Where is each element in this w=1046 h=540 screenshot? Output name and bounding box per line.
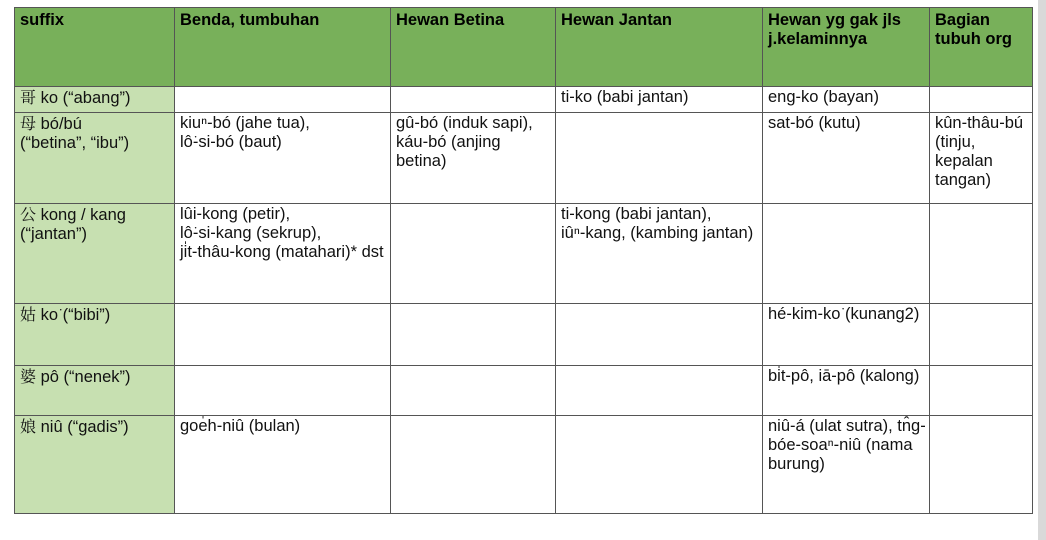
- hanzi-character: 姑: [20, 305, 37, 324]
- hanzi-character: 哥: [20, 88, 37, 107]
- tubuh-cell: [930, 416, 1033, 514]
- tidak-jelas-cell: [763, 113, 930, 204]
- jantan-cell: [556, 416, 763, 514]
- header-benda-tumbuhan: Benda, tumbuhan: [175, 8, 391, 87]
- benda-cell: [175, 366, 391, 416]
- hanzi-character: 娘: [20, 417, 37, 436]
- benda-cell: [175, 416, 391, 514]
- betina-cell: [391, 304, 556, 366]
- jantan-cell: [556, 87, 763, 113]
- cell-text: ko (“abang”): [40, 89, 131, 107]
- hanzi-character: 母: [20, 114, 37, 133]
- header-hewan-tidak-jelas: Hewan yg gak jls j.kelaminnya: [763, 8, 930, 87]
- jantan-cell: [556, 366, 763, 416]
- table-body: [15, 87, 1033, 514]
- cell-text: bó/bú: [40, 115, 82, 133]
- cell-text: ti-kong (babi jantan),: [561, 205, 712, 223]
- table-row: [15, 416, 1033, 514]
- tidak-jelas-cell: [763, 304, 930, 366]
- benda-cell: [175, 113, 391, 204]
- suffix-cell: [15, 416, 175, 514]
- cell-text: ti-ko (babi jantan): [561, 88, 689, 106]
- hanzi-character: 婆: [20, 367, 37, 386]
- cell-text: káu-bó (anjing betina): [396, 133, 501, 170]
- suffix-cell: [15, 113, 175, 204]
- suffix-cell: [15, 204, 175, 304]
- suffix-table: [14, 7, 1033, 514]
- cell-text: bi̍t-pô, iā-pô (kalong): [768, 367, 920, 385]
- header-bagian-tubuh: Bagian tubuh org: [930, 8, 1033, 87]
- header-suffix: suffix: [15, 8, 175, 87]
- betina-cell: [391, 366, 556, 416]
- cell-text: kûn-thâu-bú (tinju, kepalan tangan): [935, 114, 1024, 189]
- cell-text: sat-bó (kutu): [768, 114, 861, 132]
- cell-text: niû (“gadis”): [40, 418, 129, 436]
- betina-cell: [391, 416, 556, 514]
- jantan-cell: [556, 113, 763, 204]
- tubuh-cell: [930, 304, 1033, 366]
- header-row: [15, 8, 1033, 87]
- cell-text: pô (“nenek”): [40, 368, 131, 386]
- table-row: [15, 304, 1033, 366]
- tidak-jelas-cell: [763, 87, 930, 113]
- header-hewan-jantan: Hewan Jantan: [556, 8, 763, 87]
- cell-text: kiuⁿ-bó (jahe tua),: [180, 114, 310, 132]
- table-header: [15, 8, 1033, 87]
- cell-text: kong / kang: [40, 206, 126, 224]
- tidak-jelas-cell: [763, 204, 930, 304]
- betina-cell: [391, 87, 556, 113]
- betina-cell: [391, 113, 556, 204]
- cell-text: (“jantan”): [20, 225, 87, 243]
- tubuh-cell: [930, 113, 1033, 204]
- benda-cell: [175, 304, 391, 366]
- cell-text: (“betina”, “ibu”): [20, 134, 130, 152]
- cell-text: niû-á (ulat sutra), tn̂g-bóe-soaⁿ-niû (nama burung): [768, 417, 926, 473]
- jantan-cell: [556, 304, 763, 366]
- suffix-cell: [15, 366, 175, 416]
- tubuh-cell: [930, 366, 1033, 416]
- benda-cell: [175, 204, 391, 304]
- cell-text: lô͘-si-kang (sekrup),: [180, 224, 322, 242]
- header-hewan-betina: Hewan Betina: [391, 8, 556, 87]
- table-row: [15, 366, 1033, 416]
- cell-text: goe̍h-niû (bulan): [180, 417, 301, 435]
- betina-cell: [391, 204, 556, 304]
- tubuh-cell: [930, 87, 1033, 113]
- cell-text: eng-ko (bayan): [768, 88, 879, 106]
- cell-text: lô͘-si-bó (baut): [180, 133, 282, 151]
- cell-text: ko͘ (“bibi”): [40, 306, 111, 324]
- benda-cell: [175, 87, 391, 113]
- table-row: [15, 204, 1033, 304]
- cell-text: iûⁿ-kang, (kambing jantan): [561, 224, 754, 242]
- table-row: [15, 113, 1033, 204]
- suffix-cell: [15, 87, 175, 113]
- jantan-cell: [556, 204, 763, 304]
- cell-text: lûi-kong (petir),: [180, 205, 291, 223]
- cell-text: ji̍t-thâu-kong (matahari)* dst: [180, 243, 384, 261]
- suffix-cell: [15, 304, 175, 366]
- tidak-jelas-cell: [763, 416, 930, 514]
- cell-text: gû-bó (induk sapi),: [396, 114, 533, 132]
- tidak-jelas-cell: [763, 366, 930, 416]
- tubuh-cell: [930, 204, 1033, 304]
- cell-text: hé-kim-ko͘ (kunang2): [768, 305, 920, 323]
- hanzi-character: 公: [20, 205, 37, 224]
- table-row: [15, 87, 1033, 113]
- page-edge: [1038, 0, 1046, 540]
